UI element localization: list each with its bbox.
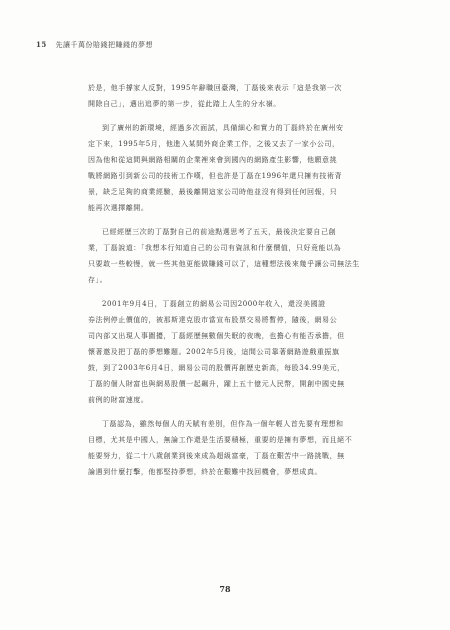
text-line: 戰將網路引到新公司的技術工作嘆，但也許是丁磊在1996年還只擁有技術背: [88, 172, 343, 180]
text-line: 於是，他手撐家人反對，1995年辭職回臺灣，丁磊後來表示「這是我第一次: [88, 84, 343, 92]
text-line: 鼓，到了2003年6月4日，網易公司的股價再創歷史新高，每股34.99美元，: [88, 364, 345, 372]
text-line: 丁磊的個人財富也與網易股價一起飆升，躍上五十億元人民幣，開創中國史無: [88, 380, 345, 388]
text-line: 能要努力，從二十八歲創業到後來成為超級富豪，丁磊在艱苦中一路挑戰，無: [88, 452, 345, 460]
text-line: 因為他和從這間與網路相關的企業裡來會到國內的網路產生影響，他願意挑: [88, 156, 338, 164]
page-number: 78: [219, 584, 231, 594]
text-line: 只要敢一些較慢，就一些其他更能做賺錢可以了，這種想法後來幾乎讓公司無法生: [88, 260, 360, 268]
paragraph: [88, 224, 388, 288]
text-line: 開除自己」，邁出追夢的第一步，從此踏上人生的分水嶺。: [88, 100, 281, 108]
text-line: 丁磊認為，雖然每個人的天賦有差別，但作為一個年輕人首先要有理想和: [102, 420, 344, 428]
text-line: 定下來，1995年5月，他進入某間外商企業工作，之後又去了一家小公司，: [88, 140, 340, 148]
text-line: 能再次選擇離開。: [88, 204, 149, 212]
running-header: [36, 40, 153, 50]
text-line: 存」。: [88, 276, 108, 284]
chapter-title: 先讓千萬份賠錢把賺錢的夢想: [55, 41, 153, 49]
paragraph: [88, 296, 388, 408]
text-line: 券法例停止價值的，被那斯達克股市當宣布股票交易將暫停，隨後，網易公: [88, 316, 338, 324]
body-text: [88, 80, 388, 488]
text-line: 業，丁磊說道：「我想本行知道自己的公司有資訊和什麼價值，只好竟能以為: [88, 244, 342, 252]
text-line: 2001年9月4日，丁磊創立的網易公司因2000年收入，還沒美國證: [102, 300, 326, 308]
text-line: 前例的財富速度。: [88, 396, 149, 404]
paragraph: [88, 120, 388, 216]
text-line: 懷著邀及把丁磊的夢想難題。2002年5月後，這間公司靠著網路遊戲重振旗: [88, 348, 340, 356]
text-line: 論遇到什麼打擊，他都堅持夢想，終於在艱難中找回機會，夢想成真。: [88, 468, 323, 476]
paragraph: [88, 416, 388, 480]
text-line: 已經經歷三次的丁磊對自己的前途點選思考了五天，最後決定要自己創: [102, 228, 337, 236]
text-line: 景，缺乏足夠的商業經驗，最後離開這家公司時他並沒有得到任何回報，只: [88, 188, 338, 196]
chapter-number: 15: [36, 40, 47, 49]
text-line: 司內部又出現人事圍擾，丁磊經歷無數個失眠的夜晚，也擔心有能否承擔，但: [88, 332, 345, 340]
text-line: 到了廣州的新環境，經過多次面試，具備細心和實力的丁磊終於在廣州安: [102, 124, 344, 132]
text-line: 目標，尤其是中國人，無論工作還是生活要積極，重要的是擁有夢想，而且絕不: [88, 436, 353, 444]
paragraph: [88, 80, 388, 112]
